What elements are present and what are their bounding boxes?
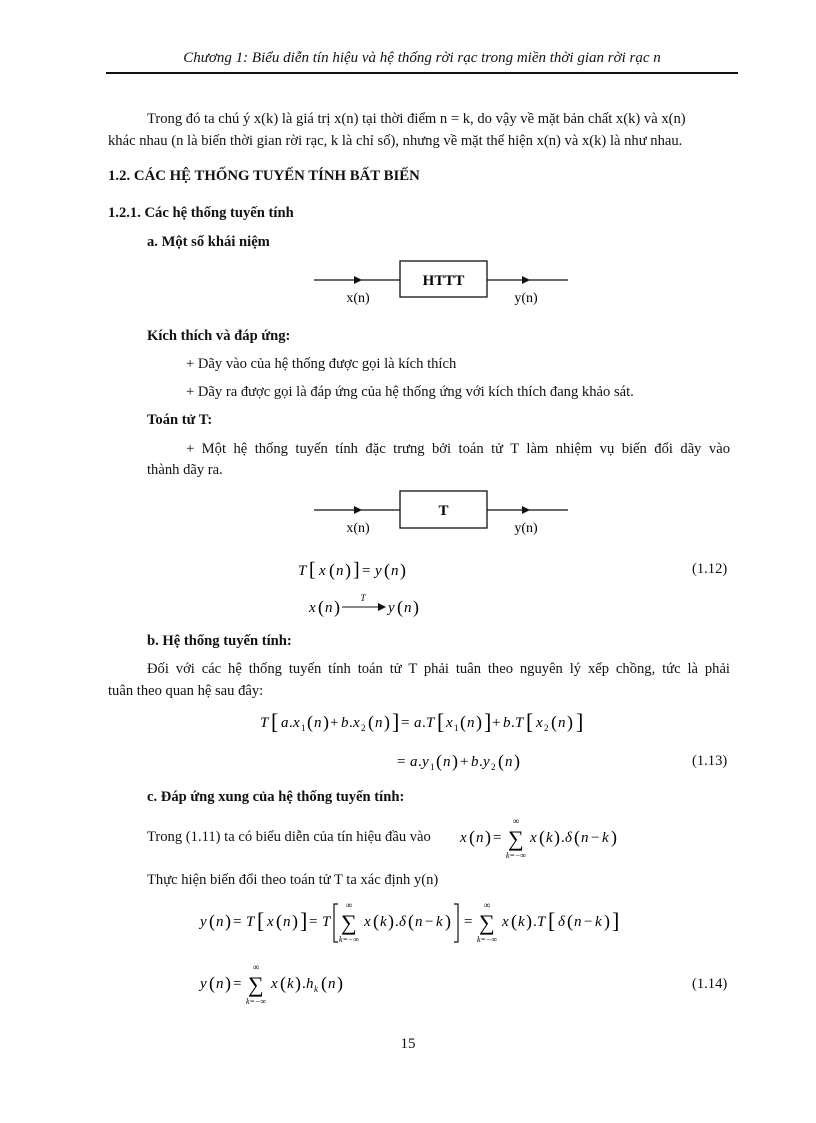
svg-text:): ) (295, 973, 301, 993)
svg-text:x: x (530, 830, 537, 846)
svg-text:): ) (334, 597, 340, 617)
svg-text:n: n (336, 563, 344, 579)
svg-text:∞: ∞ (252, 962, 260, 972)
svg-text:2: 2 (544, 723, 549, 733)
svg-text:a: a (414, 715, 422, 731)
svg-text:): ) (388, 911, 394, 931)
svg-text:y: y (483, 754, 490, 770)
svg-text:n: n (476, 830, 484, 846)
svg-text:k=−∞: k=−∞ (245, 997, 267, 1006)
svg-text:k=−∞: k=−∞ (505, 851, 527, 860)
svg-text:): ) (567, 712, 573, 732)
transform-arrow-icon (378, 603, 386, 611)
svg-text:+: + (460, 754, 469, 770)
equation-1-13-line-2 (395, 745, 545, 777)
svg-text:): ) (526, 911, 532, 931)
svg-text:x: x (319, 563, 326, 579)
part-b-line-2: tuân theo quan hệ sau đây: (108, 683, 264, 699)
svg-text:): ) (384, 712, 390, 732)
svg-text:.: . (511, 715, 515, 731)
svg-text:k: k (518, 914, 525, 930)
svg-text:∑: ∑ (341, 910, 357, 935)
svg-text:=: = (233, 976, 242, 992)
part-a-heading: a. Một số khái niệm (147, 234, 270, 250)
output-arrow-icon (522, 276, 530, 284)
svg-text:∑: ∑ (248, 972, 264, 997)
equation-number-1-13: (1.13) (692, 753, 728, 769)
part-c-heading: c. Đáp ứng xung của hệ thống tuyến tính: (147, 789, 405, 805)
svg-text:): ) (514, 751, 520, 771)
svg-text:1: 1 (301, 723, 306, 733)
svg-text:]: ] (576, 709, 584, 734)
svg-text:a: a (281, 715, 289, 731)
output-label: y(n) (514, 521, 538, 536)
svg-text:k: k (314, 984, 318, 994)
svg-text:(: ( (498, 751, 504, 771)
arrow-label: T (360, 593, 366, 603)
svg-text:(: ( (276, 911, 282, 931)
input-label: x(n) (346, 291, 370, 306)
svg-text:=: = (362, 563, 371, 579)
svg-text:n: n (574, 914, 582, 930)
operator-line-1: + Một hệ thống tuyến tính đặc trưng bởi toán tử T làm nhiệm vụ biến đổi dãy vào (186, 441, 730, 457)
svg-text:.: . (479, 754, 483, 770)
svg-text:k: k (436, 914, 443, 930)
svg-text:(: ( (209, 973, 215, 993)
svg-text:T: T (246, 914, 255, 930)
intro-line-1: Trong đó ta chú ý x(k) là giá trị x(n) tại thời điểm n = k, do vậy về mặt bản chất x(k) và x(n) (147, 111, 686, 127)
svg-text:n: n (325, 600, 333, 616)
svg-text:∞: ∞ (345, 900, 353, 910)
block-diagram-t (300, 488, 580, 540)
svg-text:x: x (293, 715, 300, 731)
svg-text:(: ( (397, 597, 403, 617)
svg-text:x: x (267, 914, 274, 930)
svg-text:.: . (395, 914, 399, 930)
svg-text:+: + (330, 715, 339, 731)
svg-text:n: n (415, 914, 423, 930)
input-arrow-icon (354, 276, 362, 284)
svg-text:k=−∞: k=−∞ (338, 935, 360, 944)
svg-text:(: ( (460, 712, 466, 732)
svg-text:]: ] (612, 908, 620, 933)
svg-text:): ) (400, 560, 406, 580)
svg-text:(: ( (551, 712, 557, 732)
svg-text:x: x (502, 914, 509, 930)
svg-text:]: ] (353, 559, 360, 581)
svg-text:n: n (391, 563, 399, 579)
svg-text:(: ( (329, 560, 335, 580)
excitation-item-2: + Dãy ra được gọi là đáp ứng của hệ thống ứng với kích thích đang khảo sát. (186, 384, 634, 400)
svg-text:=: = (401, 715, 410, 731)
svg-text:): ) (604, 911, 610, 931)
svg-text:1: 1 (454, 723, 459, 733)
svg-text:T: T (426, 715, 435, 731)
svg-text:k: k (380, 914, 387, 930)
svg-text:k: k (602, 830, 609, 846)
svg-text:.: . (418, 754, 422, 770)
svg-text:): ) (476, 712, 482, 732)
svg-text:]: ] (300, 908, 308, 933)
svg-text:n: n (581, 830, 589, 846)
operator-line-2: thành dãy ra. (147, 462, 223, 478)
svg-text:n: n (216, 914, 224, 930)
part-b-line-1: Đối với các hệ thống tuyến tính toán tử T phải tuân theo nguyên lý xếp chồng, tức là phải (147, 661, 730, 677)
box-label: HTTT (422, 273, 465, 289)
svg-text:k: k (546, 830, 553, 846)
svg-text:=: = (397, 754, 406, 770)
svg-text:T: T (298, 563, 307, 579)
svg-text:x: x (309, 600, 316, 616)
svg-text:(: ( (318, 597, 324, 617)
svg-text:=: = (309, 914, 318, 930)
svg-text:k: k (595, 914, 602, 930)
svg-text:x: x (271, 976, 278, 992)
svg-text:n: n (467, 715, 475, 731)
subsection-heading: 1.2.1. Các hệ thống tuyến tính (108, 205, 294, 221)
svg-text:(: ( (511, 911, 517, 931)
svg-text:b: b (471, 754, 479, 770)
svg-text:(: ( (307, 712, 313, 732)
svg-text:b: b (503, 715, 511, 731)
svg-text:): ) (323, 712, 329, 732)
svg-text:+: + (492, 715, 501, 731)
svg-text:(: ( (384, 560, 390, 580)
svg-text:y: y (200, 976, 207, 992)
svg-text:.: . (533, 914, 537, 930)
equation-number-1-12: (1.12) (692, 561, 728, 577)
svg-text:x: x (536, 715, 543, 731)
svg-text:(: ( (408, 911, 414, 931)
svg-text:−: − (425, 914, 434, 930)
svg-text:): ) (452, 751, 458, 771)
svg-text:T: T (515, 715, 524, 731)
part-c-line-1: Trong (1.11) ta có biểu diễn của tín hiệu đầu vào (147, 829, 431, 845)
svg-text:1: 1 (430, 762, 435, 772)
equation-input-sum (458, 812, 638, 864)
excitation-item-1: + Dãy vào của hệ thống được gọi là kích thích (186, 356, 457, 372)
box-label: T (438, 503, 449, 519)
part-c-line-2: Thực hiện biến đổi theo toán tử T ta xác định y(n) (147, 872, 439, 888)
svg-text:n: n (443, 754, 451, 770)
svg-text:): ) (445, 911, 451, 931)
svg-text:.: . (422, 715, 426, 731)
section-heading: 1.2. CÁC HỆ THỐNG TUYẾN TÍNH BẤT BIẾN (108, 168, 420, 184)
svg-text:(: ( (368, 712, 374, 732)
svg-text:): ) (292, 911, 298, 931)
excitation-heading: Kích thích và đáp ứng: (147, 328, 291, 344)
svg-text:.: . (561, 830, 565, 846)
svg-text:x: x (353, 715, 360, 731)
block-diagram-httt (300, 258, 580, 308)
svg-text:δ: δ (565, 830, 572, 846)
svg-text:[: [ (271, 709, 279, 734)
svg-text:(: ( (567, 911, 573, 931)
svg-text:): ) (345, 560, 351, 580)
svg-text:(: ( (280, 973, 286, 993)
svg-text:x: x (364, 914, 371, 930)
equation-output-derivation (198, 896, 648, 948)
header-rule (106, 72, 738, 74)
svg-text:n: n (558, 715, 566, 731)
svg-text:[: [ (526, 709, 534, 734)
svg-text:h: h (306, 976, 314, 992)
equation-1-12 (296, 555, 426, 585)
svg-text:=: = (464, 914, 473, 930)
svg-text:): ) (485, 827, 491, 847)
svg-text:.: . (289, 715, 293, 731)
svg-text:k=−∞: k=−∞ (476, 935, 498, 944)
svg-text:(: ( (539, 827, 545, 847)
svg-text:): ) (337, 973, 343, 993)
svg-text:): ) (225, 911, 231, 931)
svg-text:−: − (591, 830, 600, 846)
svg-text:): ) (611, 827, 617, 847)
svg-text:T: T (322, 914, 331, 930)
svg-text:x: x (460, 830, 467, 846)
svg-text:∑: ∑ (508, 826, 524, 851)
svg-text:[: [ (548, 908, 556, 933)
svg-text:(: ( (469, 827, 475, 847)
svg-text:−: − (584, 914, 593, 930)
svg-text:(: ( (321, 973, 327, 993)
svg-text:[: [ (309, 559, 316, 581)
svg-text:k: k (287, 976, 294, 992)
equation-1-14 (198, 958, 378, 1010)
svg-text:(: ( (209, 911, 215, 931)
svg-text:n: n (314, 715, 322, 731)
equation-transform-arrow (307, 590, 427, 622)
svg-text:∞: ∞ (483, 900, 491, 910)
svg-text:[: [ (257, 908, 265, 933)
svg-text:=: = (233, 914, 242, 930)
svg-text:δ: δ (558, 914, 565, 930)
svg-text:b: b (341, 715, 349, 731)
intro-line-2: khác nhau (n là biến thời gian rời rạc, k là chỉ số), nhưng về mặt thể hiện x(n) và x(k) là như nhau. (108, 133, 683, 149)
svg-text:n: n (375, 715, 383, 731)
svg-text:): ) (413, 597, 419, 617)
svg-text:]: ] (484, 709, 492, 734)
svg-text:n: n (283, 914, 291, 930)
svg-text:(: ( (574, 827, 580, 847)
svg-text:y: y (422, 754, 429, 770)
svg-text:.: . (302, 976, 306, 992)
svg-text:a: a (410, 754, 418, 770)
svg-text:]: ] (392, 709, 400, 734)
svg-text:T: T (537, 914, 546, 930)
svg-text:2: 2 (491, 762, 496, 772)
input-arrow-icon (354, 506, 362, 514)
operator-heading: Toán tử T: (147, 412, 213, 428)
svg-text:2: 2 (361, 723, 366, 733)
output-label: y(n) (514, 291, 538, 306)
equation-1-13-line-1 (258, 705, 598, 741)
part-b-heading: b. Hệ thống tuyến tính: (147, 633, 292, 649)
output-arrow-icon (522, 506, 530, 514)
input-label: x(n) (346, 521, 370, 536)
svg-text:[: [ (437, 709, 445, 734)
svg-text:n: n (505, 754, 513, 770)
svg-text:): ) (225, 973, 231, 993)
svg-text:y: y (200, 914, 207, 930)
svg-text:(: ( (373, 911, 379, 931)
svg-text:n: n (216, 976, 224, 992)
svg-text:T: T (260, 715, 269, 731)
svg-text:x: x (446, 715, 453, 731)
svg-text:∑: ∑ (479, 910, 495, 935)
svg-text:n: n (328, 976, 336, 992)
svg-text:): ) (554, 827, 560, 847)
page-number: 15 (400, 1036, 416, 1052)
equation-number-1-14: (1.14) (692, 976, 728, 992)
chapter-header: Chương 1: Biểu diễn tín hiệu và hệ thống rời rạc trong miền thời gian rời rạc n (183, 50, 661, 66)
svg-text:n: n (404, 600, 412, 616)
svg-text:y: y (375, 563, 382, 579)
svg-text:=: = (493, 830, 502, 846)
svg-text:∞: ∞ (512, 816, 520, 826)
svg-text:.: . (349, 715, 353, 731)
svg-text:(: ( (436, 751, 442, 771)
svg-text:δ: δ (399, 914, 406, 930)
svg-text:y: y (388, 600, 395, 616)
